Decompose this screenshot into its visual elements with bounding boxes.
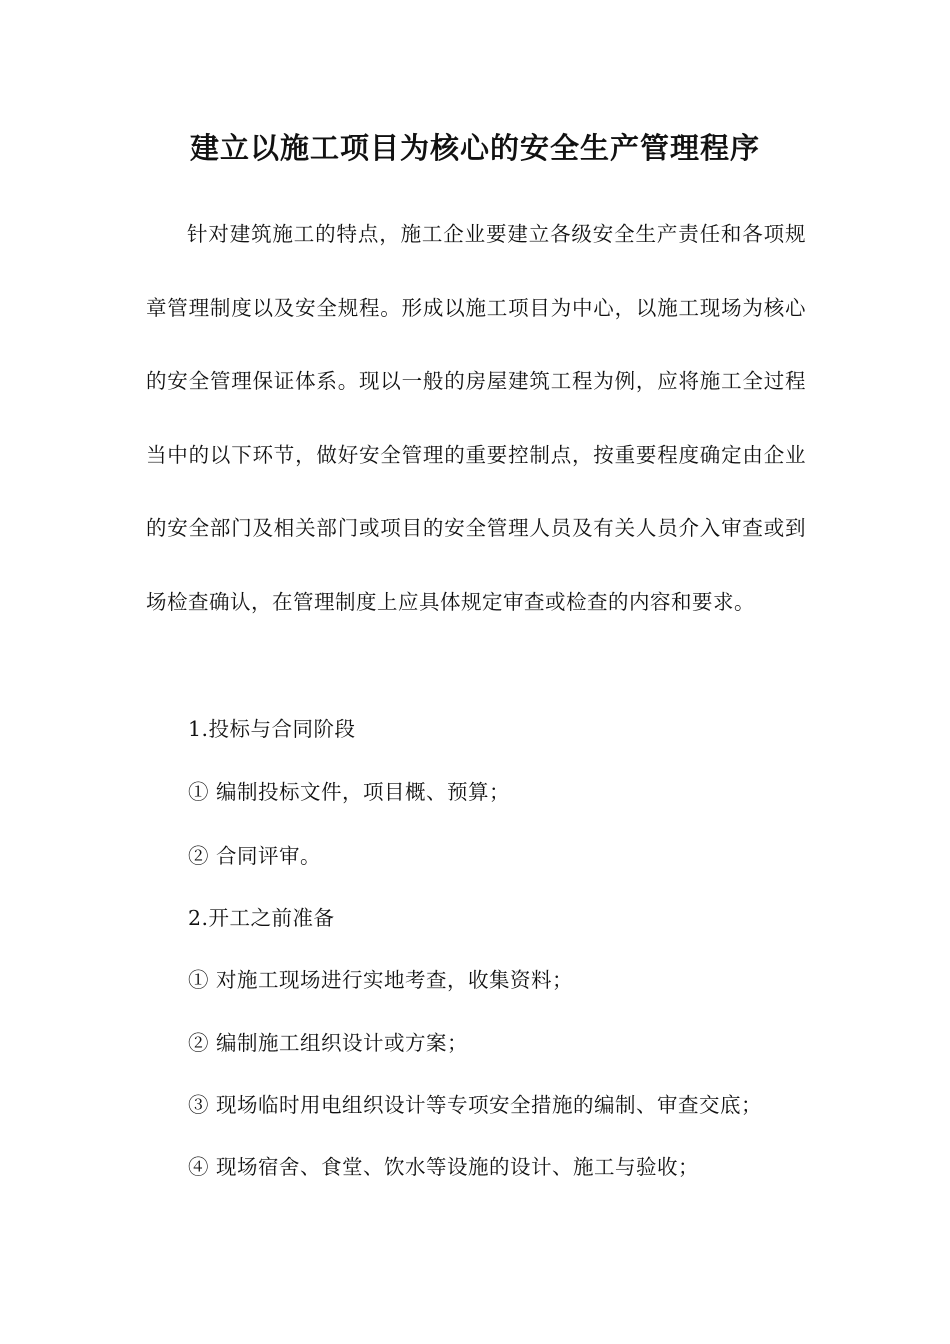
list-item: ② 合同评审。 [188,844,322,868]
list-item: ① 编制投标文件，项目概、预算； [188,780,511,804]
section-heading-bidding: 1.投标与合同阶段 [188,717,356,741]
list-item: ④ 现场宿舍、食堂、饮水等设施的设计、施工与验收； [188,1155,700,1179]
document-title: 建立以施工项目为核心的安全生产管理程序 [189,131,760,165]
list-item: ② 编制施工组织设计或方案； [188,1031,469,1055]
intro-paragraph: 针对建筑施工的特点，施工企业要建立各级安全生产责任和各项规章管理制度以及安全规程。形成以施工项目为中心，以施工现场为核心的安全管理保证体系。现以一般的房屋建筑工程为例，应将施工全过程当中的以下环节，做好安全管理的重要控制点，按重要程度确定由企业的安全部门及相关部门或项目的安全管理人员及有关人员介入审查或到场检查确认，在管理制度上应具体规定审查或检查的内容和要求。 [146,222,806,614]
list-item: ③ 现场临时用电组织设计等专项安全措施的编制、审查交底； [188,1093,763,1117]
list-item: ① 对施工现场进行实地考查，收集资料； [188,968,574,992]
section-heading-preparation: 2.开工之前准备 [188,906,335,930]
